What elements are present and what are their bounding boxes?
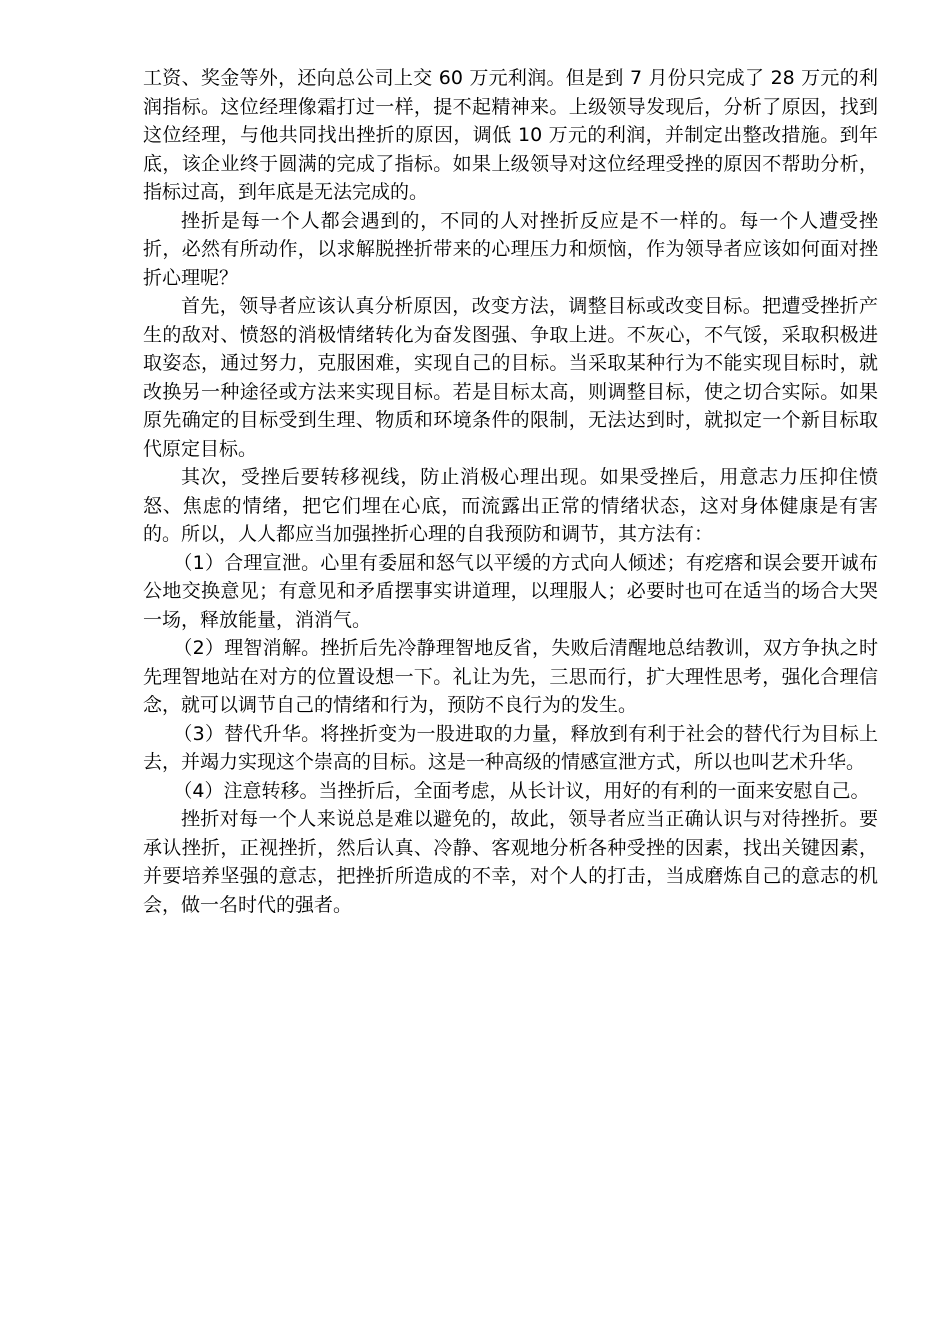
paragraph-second-method: 其次，受挫后要转移视线，防止消极心理出现。如果受挫后，用意志力压抑住愤怒、焦虑的情绪，把它们埋在心底，而流露出正常的情绪状态，这对身体健康是有害的。所以，人人都应当加强挫折心理的自我预防和调节，其方法有： bbox=[143, 466, 878, 545]
paragraph-first-method: 首先，领导者应该认真分析原因，改变方法，调整目标或改变目标。把遭受挫折产生的敌对、愤怒的消极情绪转化为奋发图强、争取上进。不灰心，不气馁，采取积极进取姿态，通过努力，克服困难，实现自己的目标。当采取某种行为不能实现目标时，就改换另一种途径或方法来实现目标。若是目标太高，则调整目标，使之切合实际。如果原先确定的目标受到生理、物质和环境条件的限制，无法达到时，就拟定一个新目标取代原定目标。 bbox=[143, 295, 878, 460]
list-item-rational-resolution: （2）理智消解。挫折后先冷静理智地反省，失败后清醒地总结教训，双方争执之时先理智地站在对方的位置设想一下。礼让为先，三思而行，扩大理性思考，强化合理信念，就可以调节自己的情绪和行为，预防不良行为的发生。 bbox=[143, 637, 878, 716]
list-item-attention-shift: （4）注意转移。当挫折后，全面考虑，从长计议，用好的有利的一面来安慰自己。 bbox=[173, 779, 870, 802]
document-body bbox=[143, 64, 878, 919]
paragraph-frustration-intro: 挫折是每一个人都会遇到的，不同的人对挫折反应是不一样的。每一个人遭受挫折，必然有所动作，以求解脱挫折带来的心理压力和烦恼，作为领导者应该如何面对挫折心理呢？ bbox=[143, 209, 878, 289]
list-item-substitution-sublimation: （3）替代升华。将挫折变为一股进取的力量，释放到有利于社会的替代行为目标上去，并竭力实现这个崇高的目标。这是一种高级的情感宣泄方式，所以也叫艺术升华。 bbox=[143, 722, 878, 773]
paragraph-conclusion: 挫折对每一个人来说总是难以避免的，故此，领导者应当正确认识与对待挫折。要承认挫折，正视挫折，然后认真、冷静、客观地分析各种受挫的因素，找出关键因素，并要培养坚强的意志，把挫折所造成的不幸，对个人的打击，当成磨炼自己的意志的机会，做一名时代的强者。 bbox=[143, 808, 878, 916]
paragraph-continued-case: 工资、奖金等外，还向总公司上交 60 万元利润。但是到 7 月份只完成了 28 万元的利润指标。这位经理像霜打过一样，提不起精神来。上级领导发现后，分析了原因，找到这位经理，与他共同找出挫折的原因，调低 10 万元的利润，并制定出整改措施。到年底，该企业终于圆满的完成了指标。如果上级领导对这位经理受挫的原因不帮助分析，指标过高，到年底是无法完成的。 bbox=[143, 67, 878, 203]
list-item-reasonable-venting: （1）合理宣泄。心里有委屈和怒气以平缓的方式向人倾述；有疙瘩和误会要开诚布公地交换意见；有意见和矛盾摆事实讲道理，以理服人；必要时也可在适当的场合大哭一场，释放能量，消消气。 bbox=[143, 551, 878, 631]
